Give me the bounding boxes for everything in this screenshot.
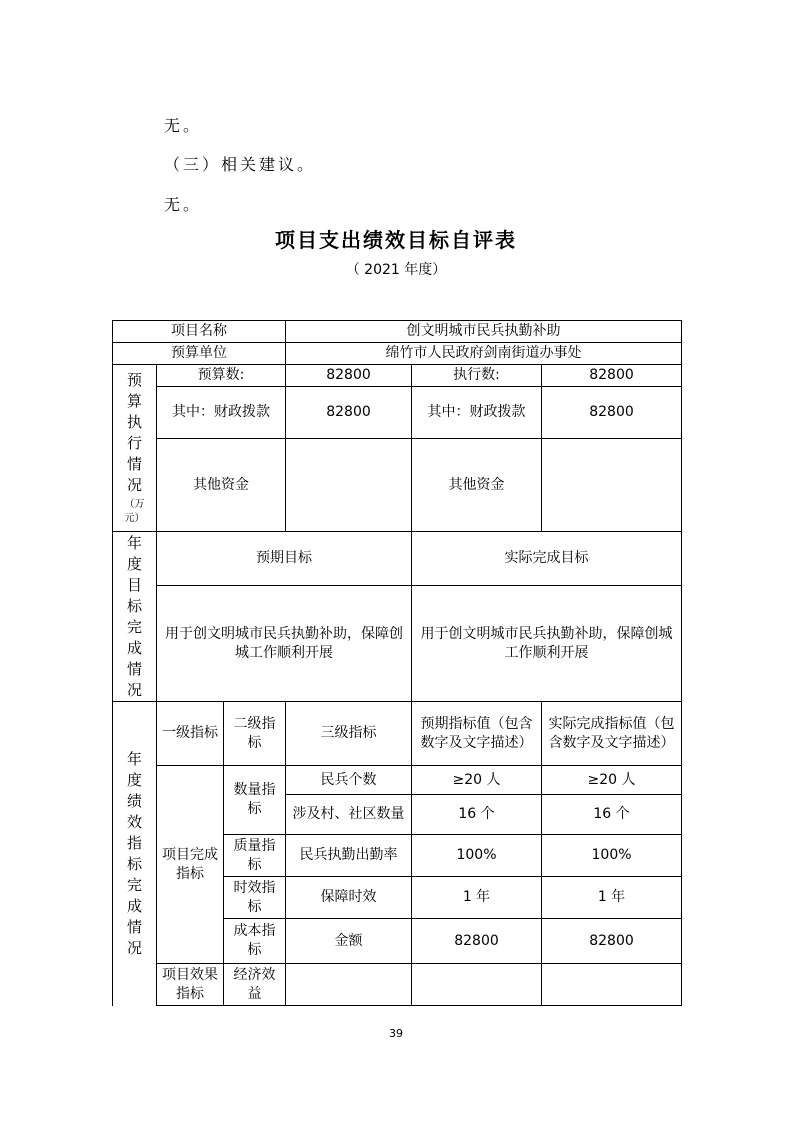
fiscal-exec-label: 其中：财政拨款 xyxy=(412,387,542,439)
fiscal-budget-value: 82800 xyxy=(286,387,412,439)
table-row xyxy=(113,321,682,343)
annual-goal-label: 年度目标完成情况 xyxy=(126,533,142,699)
budget-exec-unit: （万元） xyxy=(124,499,145,524)
project-name-label: 项目名称 xyxy=(113,321,286,343)
other-funds-exec-label: 其他资金 xyxy=(412,439,542,532)
page-number: 39 xyxy=(389,1027,403,1040)
budget-exec-label: 预算执行情况 xyxy=(126,371,142,494)
actual-value-cell: 82800 xyxy=(542,919,682,964)
actual-goal-text: 用于创文明城市民兵执勤补助，保障创城工作顺利开展 xyxy=(412,586,682,702)
col-level2-header: 二级指标 xyxy=(224,702,286,766)
actual-value-cell: 16 个 xyxy=(542,795,682,835)
expected-value-cell: 82800 xyxy=(412,919,542,964)
budget-unit-value: 绵竹市人民政府剑南街道办事处 xyxy=(286,343,682,365)
level3-cell: 金额 xyxy=(286,919,412,964)
expected-goal-header: 预期目标 xyxy=(157,532,412,586)
exec-count-label: 执行数: xyxy=(412,365,542,387)
expected-value-cell: ≥20 人 xyxy=(412,766,542,795)
level3-cell: 民兵执勤出勤率 xyxy=(286,835,412,877)
table-row xyxy=(113,964,682,1006)
expected-goal-text: 用于创文明城市民兵执勤补助，保障创城工作顺利开展 xyxy=(157,586,412,702)
level3-cell: 保障时效 xyxy=(286,877,412,919)
level2-cost: 成本指标 xyxy=(224,919,286,964)
project-name-value: 创文明城市民兵执勤补助 xyxy=(286,321,682,343)
indicator-section-label-cell xyxy=(113,702,157,1006)
level2-quantity: 数量指标 xyxy=(224,766,286,835)
paragraph-none-2: 无。 xyxy=(164,195,203,214)
col-level3-header: 三级指标 xyxy=(286,702,412,766)
expected-value-cell: 100% xyxy=(412,835,542,877)
paragraph-suggestions-heading: （三）相关建议。 xyxy=(164,155,317,174)
table-row xyxy=(113,387,682,439)
expected-value-cell xyxy=(412,964,542,1006)
table-row xyxy=(113,365,682,387)
document-title: 项目支出绩效目标自评表 xyxy=(275,228,517,252)
col-level1-header: 一级指标 xyxy=(157,702,224,766)
evaluation-table xyxy=(112,320,682,1006)
level2-quality: 质量指标 xyxy=(224,835,286,877)
col-actual-header: 实际完成指标值（包含数字及文字描述） xyxy=(542,702,682,766)
fiscal-exec-value: 82800 xyxy=(542,387,682,439)
table-row xyxy=(113,439,682,532)
completion-indicator-label: 项目完成指标 xyxy=(157,766,224,964)
actual-goal-header: 实际完成目标 xyxy=(412,532,682,586)
actual-value-cell: 1 年 xyxy=(542,877,682,919)
budget-unit-label: 预算单位 xyxy=(113,343,286,365)
other-funds-label: 其他资金 xyxy=(157,439,286,532)
level3-cell: 涉及村、社区数量 xyxy=(286,795,412,835)
level3-cell: 民兵个数 xyxy=(286,766,412,795)
expected-value-cell: 16 个 xyxy=(412,795,542,835)
exec-count-value: 82800 xyxy=(542,365,682,387)
table-row xyxy=(113,702,682,766)
indicator-section-label: 年度绩效指标完成情况 xyxy=(126,749,142,957)
col-expected-header: 预期指标值（包含数字及文字描述） xyxy=(412,702,542,766)
effect-indicator-label: 项目效果指标 xyxy=(157,964,224,1006)
fiscal-budget-label: 其中：财政拨款 xyxy=(157,387,286,439)
actual-value-cell: ≥20 人 xyxy=(542,766,682,795)
budget-exec-label-cell xyxy=(113,365,157,532)
document-year: （ 2021 年度） xyxy=(345,262,447,278)
level3-cell xyxy=(286,964,412,1006)
expected-value-cell: 1 年 xyxy=(412,877,542,919)
budget-count-value: 82800 xyxy=(286,365,412,387)
actual-value-cell: 100% xyxy=(542,835,682,877)
table-row xyxy=(113,766,682,795)
table-row xyxy=(113,343,682,365)
other-funds-budget xyxy=(286,439,412,532)
other-funds-exec xyxy=(542,439,682,532)
annual-goal-label-cell xyxy=(113,532,157,702)
level2-timeliness: 时效指标 xyxy=(224,877,286,919)
level2-economic: 经济效益 xyxy=(224,964,286,1006)
table-row xyxy=(113,532,682,586)
paragraph-none-1: 无。 xyxy=(164,116,203,135)
budget-count-label: 预算数: xyxy=(157,365,286,387)
table-row xyxy=(113,586,682,702)
actual-value-cell xyxy=(542,964,682,1006)
